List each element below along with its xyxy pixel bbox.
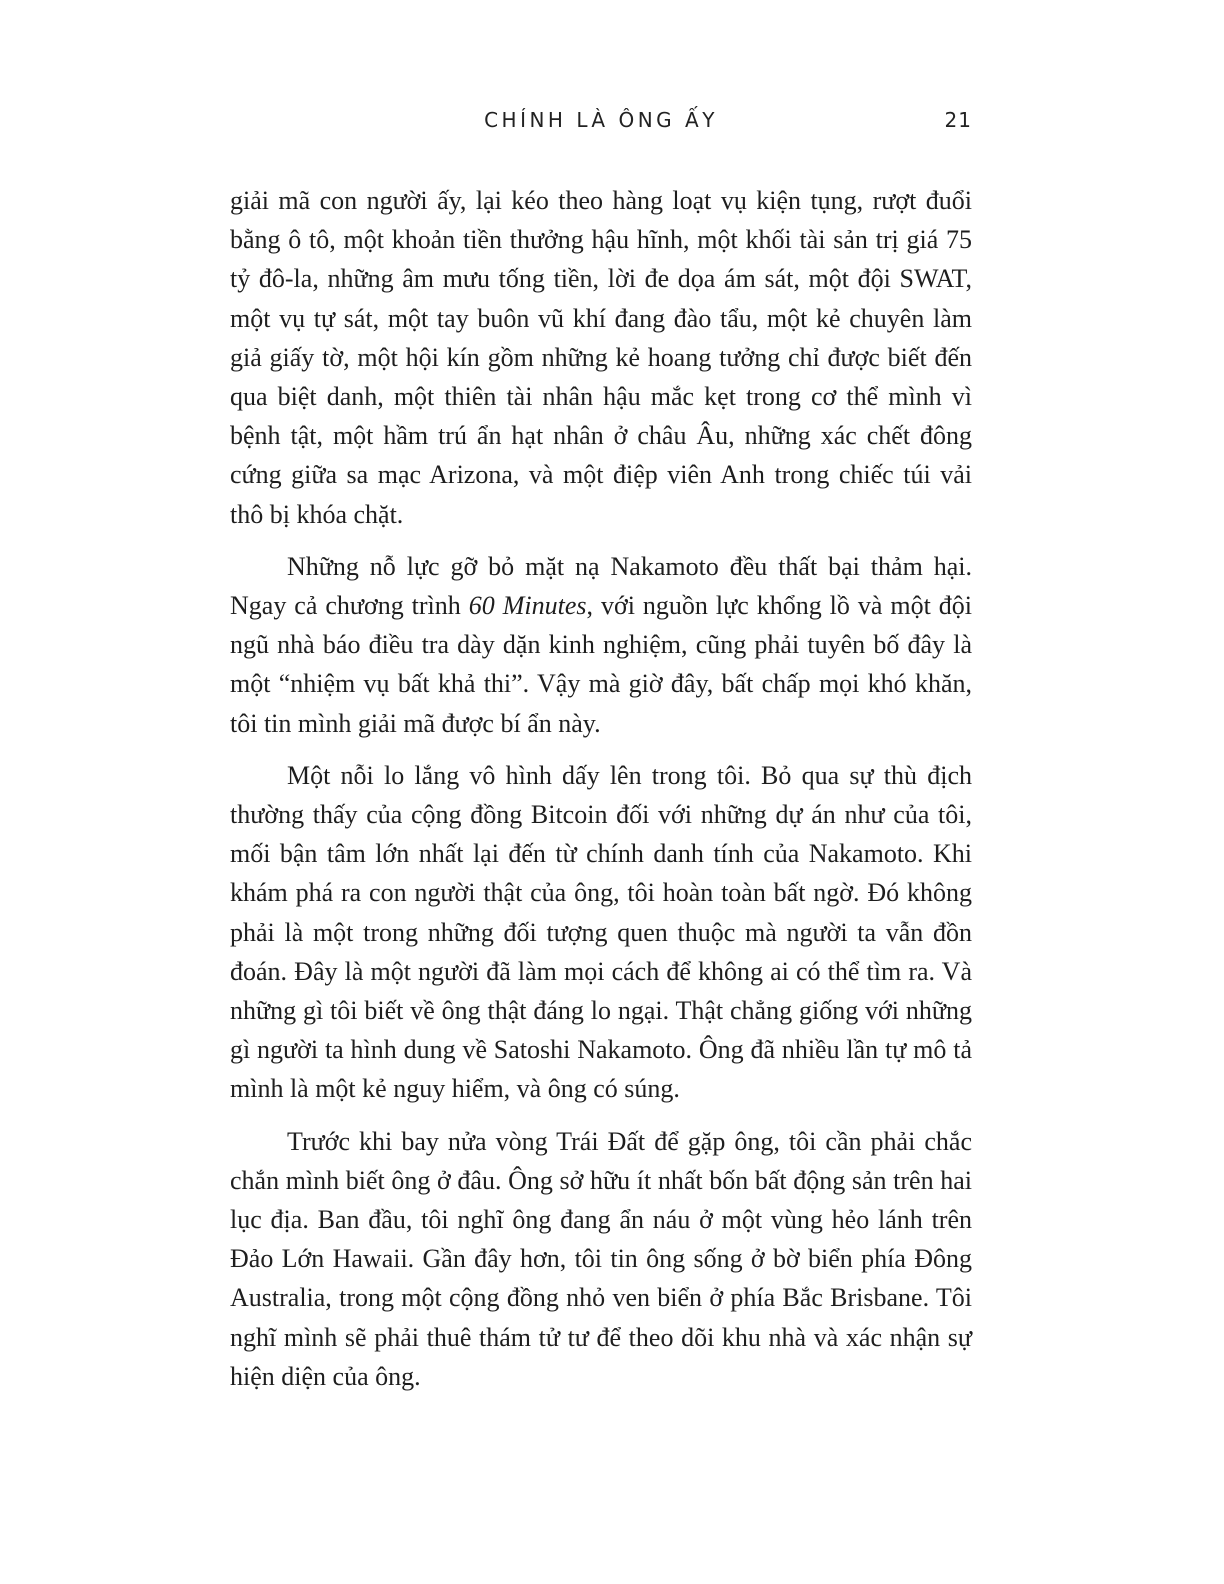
page-number: 21 <box>944 108 972 132</box>
body-text <box>230 181 972 1409</box>
paragraph-location: Trước khi bay nửa vòng Trái Đất để gặp ông, tôi cần phải chắc chắn mình biết ông ở đâu. Ông sở hữu ít nhất bốn bất động sản trên hai lục địa. Ban đầu, tôi nghĩ ông đang ẩn náu ở một vùng hẻo lánh trên Đảo Lớn Hawaii. Gần đây hơn, tôi tin ông sống ở bờ biển phía Đông Australia, trong một cộng đồng nhỏ ven biển ở phía Bắc Brisbane. Tôi nghĩ mình sẽ phải thuê thám tử tư để theo dõi khu nhà và xác nhận sự hiện diện của ông. <box>230 1126 972 1391</box>
paragraph-text-after: , với nguồn lực khổng lồ và một đội ngũ nhà báo điều tra dày dặn kinh nghiệm, cũng phải tuyên bố đây là một “nhiệm vụ bất khả thi”. Vậy mà giờ đây, bất chấp mọi khó khăn, tôi tin mình giải mã được bí ẩn này. <box>230 591 973 738</box>
running-title: CHÍNH LÀ ÔNG ẤY <box>484 108 718 132</box>
running-head <box>230 108 972 144</box>
paragraph-text-before: Những nỗ lực gỡ bỏ mặt nạ Nakamoto đều thất bại thảm hại. Ngay cả chương trình <box>230 551 972 621</box>
program-title: 60 Minutes <box>468 591 587 621</box>
paragraph-anxiety: Một nỗi lo lắng vô hình dấy lên trong tôi. Bỏ qua sự thù địch thường thấy của cộng đồng Bitcoin đối với những dự án như của tôi, mối bận tâm lớn nhất lại đến từ chính danh tính của Nakamoto. Khi khám phá ra con người thật của ông, tôi hoàn toàn bất ngờ. Đó không phải là một trong những đối tượng quen thuộc mà người ta vẫn đồn đoán. Đây là một người đã làm mọi cách để không ai có thể tìm ra. Và những gì tôi biết về ông thật đáng lo ngại. Thật chẳng giống với những gì người ta hình dung về Satoshi Nakamoto. Ông đã nhiều lần tự mô tả mình là một kẻ nguy hiểm, và ông có súng. <box>230 760 972 1104</box>
paragraph-unmasking <box>230 547 972 743</box>
paragraph-continued: giải mã con người ấy, lại kéo theo hàng loạt vụ kiện tụng, rượt đuổi bằng ô tô, một khoản tiền thưởng hậu hĩnh, một khối tài sản trị giá 75 tỷ đô-la, những âm mưu tống tiền, lời đe dọa ám sát, một đội SWAT, một vụ tự sát, một tay buôn vũ khí đang đào tẩu, một kẻ chuyên làm giả giấy tờ, một hội kín gồm những kẻ hoang tưởng chỉ được biết đến qua biệt danh, một thiên tài nhân hậu mắc kẹt trong cơ thể mình vì bệnh tật, một hầm trú ẩn hạt nhân ở châu Âu, những xác chết đông cứng giữa sa mạc Arizona, và một điệp viên Anh trong chiếc túi vải thô bị khóa chặt. <box>230 186 972 529</box>
